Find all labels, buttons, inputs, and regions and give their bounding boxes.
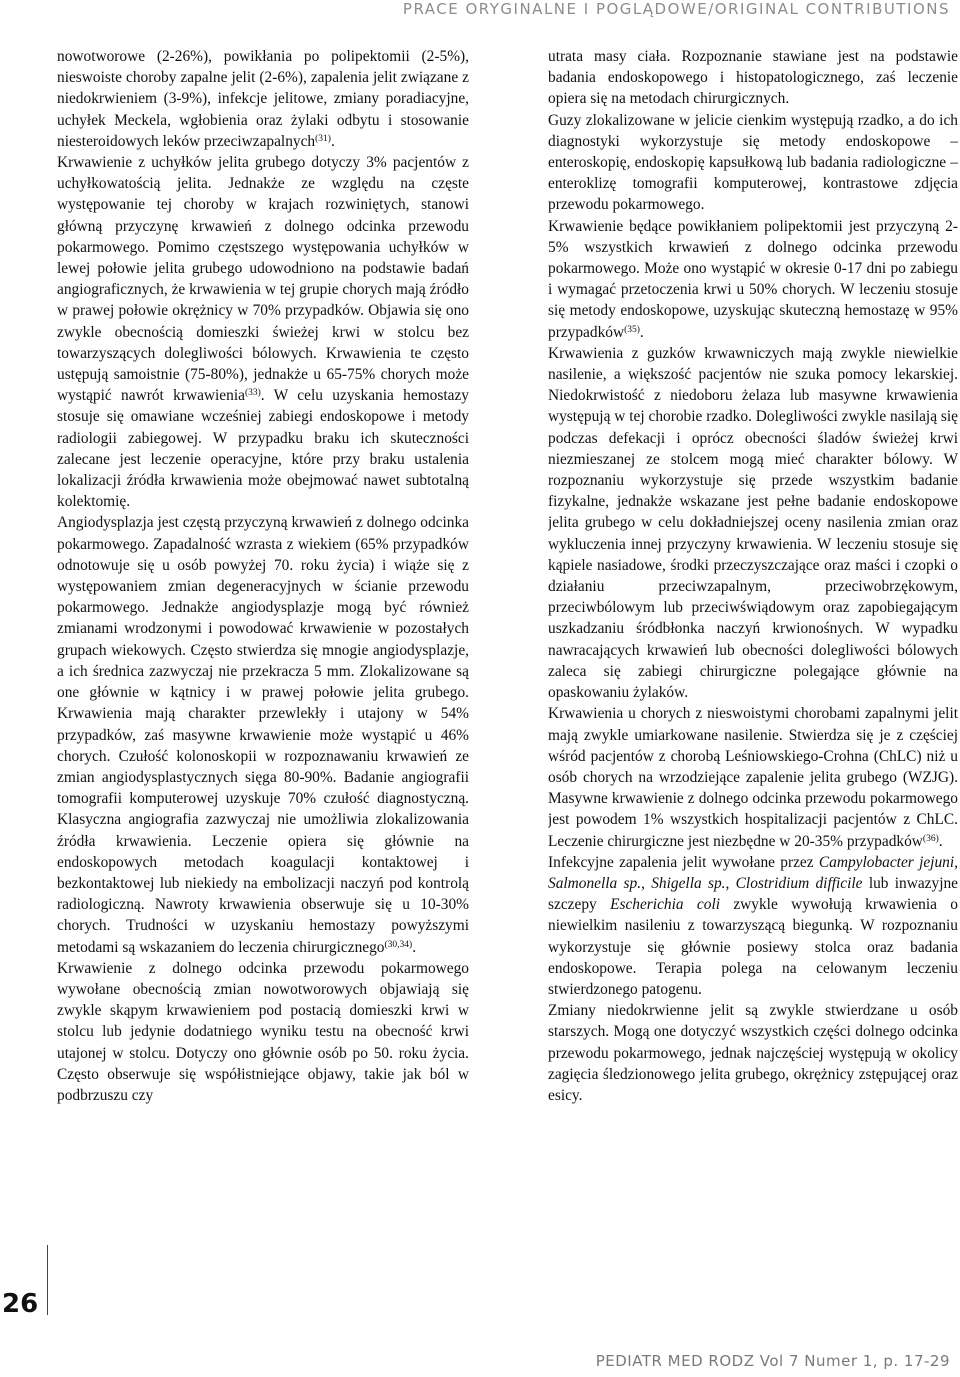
organism-name: Escherichia coli (610, 896, 720, 914)
paragraph: Infekcyjne zapalenia jelit wywołane przez Campylobacter jejuni, Salmonella sp., Shigella sp., Clostridium difficile lub inwazyjne szczepy Escherichia coli zwykle wywołują krwawienia o niewielkim nasileniu z towarzyszącą biegunką. W rozpoznaniu wykorzystuje się głównie posiewy stolca oraz badania endoskopowe. Terapia polega na celowanym leczeniu stwierdzonego patogenu. (548, 853, 958, 998)
paragraph: Krwawienie będące powikłaniem polipektomii jest przyczyną 2-5% wszystkich krwawień z dolnego odcinka przewodu pokarmowego. Może ono wystąpić w okresie 0-17 dni po zabiegu i wymagać przetoczenia krwi u 50% chorych. W leczeniu stosuje się metody endoskopowe, uzyskując skuteczną hemostazę w 95% przypadków$^{(35)}$. (548, 217, 958, 341)
paragraph: Krwawienia z guzków krwawniczych mają zwykle niewielkie nasilenie, a większość pacjentów nie szuka pomocy lekarskiej. Niedokrwistość z niedoboru żelaza lub masywne krwawienia występują w tej chorobie rzadko. Dolegliwości zwykle nasilają się podczas defekacji i oprócz obecności śladów świeżej krwi niezmieszanej ze stolcem mogą mieć charakter bólowy. W rozpoznaniu wykorzystuje się przede wszystkim badanie fizykalne, jednakże wskazane jest pełne badanie endoskopowe jelita grubego w celu dokładniejszej oceny nasilenia zmian oraz wykluczenia innej przyczyny krwawienia. W leczeniu stosuje się kąpiele nasiadowe, środki przeczyszczające oraz maści i czopki o działaniu przeciwzapalnym, przeciwobrzękowym, przeciwbólowym lub przeciwświądowym oraz zapobiegającym uszkadzaniu śródbłonka naczyń krwionośnych. W wypadku nawracających krwawień lub obecności dolegliwości bólowych zaleca się zabiegi chirurgiczne polegające głównie na opaskowaniu żylaków. (548, 344, 958, 702)
citation: (31) (315, 133, 331, 144)
paragraph: utrata masy ciała. Rozpoznanie stawiane jest na podstawie badania endoskopowego i histopatologicznego, zaś leczenie opiera się na metodach chirurgicznych. (548, 48, 958, 108)
journal-citation-footer: PEDIATR MED RODZ Vol 7 Numer 1, p. 17-29 (595, 1352, 950, 1370)
organism-name: Campylobacter jejuni (818, 853, 955, 871)
paragraph: Krwawienie z dolnego odcinka przewodu pokarmowego wywołane obecnością zmian nowotworowych objawiają się zwykle skąpym krwawieniem pod postacią domieszki krwi w stolcu lub jedynie dodatniego wyniku testu na obecność krwi utajonej w stolcu. Dotyczy ono głównie osób po 50. roku życia. Często obserwuje się współistniejące objawy, takie jak ból w podbrzuszu czy (57, 959, 469, 1104)
citation: (33) (244, 388, 261, 399)
organism-name: Salmonella sp. (548, 874, 642, 892)
paragraph: Angiodysplazja jest częstą przyczyną krwawień z dolnego odcinka pokarmowego. Zapadalność wzrasta z wiekiem (65% przypadków odnotowuje się u osób powyżej 70. roku życia) i wiąże się z występowaniem zmian degeneracyjnych w ścianie przewodu pokarmowego. Jednakże angiodysplazje mogą być również zmianami wrodzonymi i powodować krwawienie w pozostałych grupach wiekowych. Często stwierdza się mnogie angiodysplazje, a ich średnica zazwyczaj nie przekracza 5 mm. Zlokalizowane są one głównie w kątnicy i w prawej połowie jelita grubego. Krwawienia mają charakter przewlekły i utajony w 54% przypadków, zaś masywne krwawienie może wystąpić u 46% chorych. Czułość kolonoskopii w rozpoznawaniu krwawień ze zmian angiodysplastycznych sięga 80-90%. Badanie angiografii tomografii komputerowej uzyskuje 70% czułość diagnostyczną. Klasyczna angiografia zazwyczaj nie umożliwia zlokalizowania źródła krwawienia. Leczenie opiera się głównie na endoskopowych metodach koagulacji kontaktowej i bezkontaktowej lub niekiedy na embolizacji naczyń pod kontrolą radiologiczną. Nawroty krwawienia obserwuje się u 10-30% chorych. Trudności w uzyskaniu hemostazy powyższymi metodami są wskazaniem do leczenia chirurgicznego$^{(30,34)}$. (57, 514, 469, 956)
organism-name: Clostridium difficile (735, 874, 863, 892)
page-number: 26 (2, 1289, 39, 1319)
citation: (35) (624, 324, 640, 335)
left-column (57, 46, 469, 1341)
paragraph: Zmiany niedokrwienne jelit są zwykle stwierdzane u osób starszych. Mogą one dotyczyć wszystkich części dolnego odcinka przewodu pokarmowego, jednak najczęściej występują w okolicy zagięcia śledzionowego jelita grubego, okrężnicy zstępującej oraz esicy. (548, 1002, 958, 1104)
running-header: PRACE ORYGINALNE I POGLĄDOWE/ORIGINAL CONTRIBUTIONS (402, 0, 950, 18)
paragraph: Krwawienie z uchyłków jelita grubego dotyczy 3% pacjentów z uchyłkowatością jelita. Jednakże ze względu na częste występowanie tej choroby w krajach rozwiniętych, stanowi główną przyczynę krwawień z dolnego odcinka przewodu pokarmowego. Pomimo częstszego występowania uchyłków w lewej połowie jelita grubego udowodniono na podstawie badań angiograficznych, że krwawienia w tej grupie chorych mają źródło w prawej połowie okrężnicy w 70% przypadków. Objawia się ono zwykle obecnością domieszki świeżej krwi w stolcu bez towarzyszących dolegliwości bólowych. Krwawienia te często ustępują samoistnie (75-80%), jednakże u 65-75% chorych może wystąpić nawrót krwawienia$^{(33)}$. W celu uzyskania hemostazy stosuje się omawiane wcześniej zabiegi endoskopowe i metody radiologii zabiegowej. W przypadku braku ich skuteczności zalecane jest leczenie operacyjne, które przy braku ustalenia lokalizacji źródła krwawienia może obejmować nawet subtotalną kolektomię. (57, 154, 469, 511)
citation: (30,34) (384, 939, 413, 950)
paragraph: nowotworowe (2-26%), powikłania po polipektomii (2-5%), nieswoiste choroby zapalne jelit (2-6%), zapalenia jelit związane z niedokrwieniem (3-9%), infekcje jelitowe, zmiany poradiacyjne, uchyłek Meckela, wgłobienia oraz żylaki odbytu i stosowanie niesteroidowych leków przeciwzapalnych$^{(31)}$. (57, 48, 469, 150)
page-number-rule (47, 1245, 48, 1315)
right-column (548, 46, 958, 1341)
paragraph: Krwawienia u chorych z nieswoistymi chorobami zapalnymi jelit mają zwykle umiarkowane nasilenie. Stwierdza się je z częściej wśród pacjentów z chorobą Leśniowskiego-Crohna (ChLC) niż u osób chorych na wrzodziejące zapalenie jelita grubego (WZJG). Masywne krwawienie z dolnego odcinka przewodu pokarmowego jest powodem 1% wszystkich hospitalizacji pacjentów z ChLC. Leczenie chirurgiczne jest niezbędne w 20-35% przypadków$^{(36)}$. (548, 705, 958, 850)
organism-name: Shigella sp. (651, 874, 726, 892)
paragraph: Guzy zlokalizowane w jelicie cienkim występują rzadko, a do ich diagnostyki wykorzystuje się metody endoskopowe – enteroskopię, endoskopię kapsułkową lub badania radiologiczne – enteroklizę tomografii komputerowej, kontrastowe zdjęcia przewodu pokarmowego. (548, 111, 958, 214)
citation: (36) (922, 833, 939, 844)
